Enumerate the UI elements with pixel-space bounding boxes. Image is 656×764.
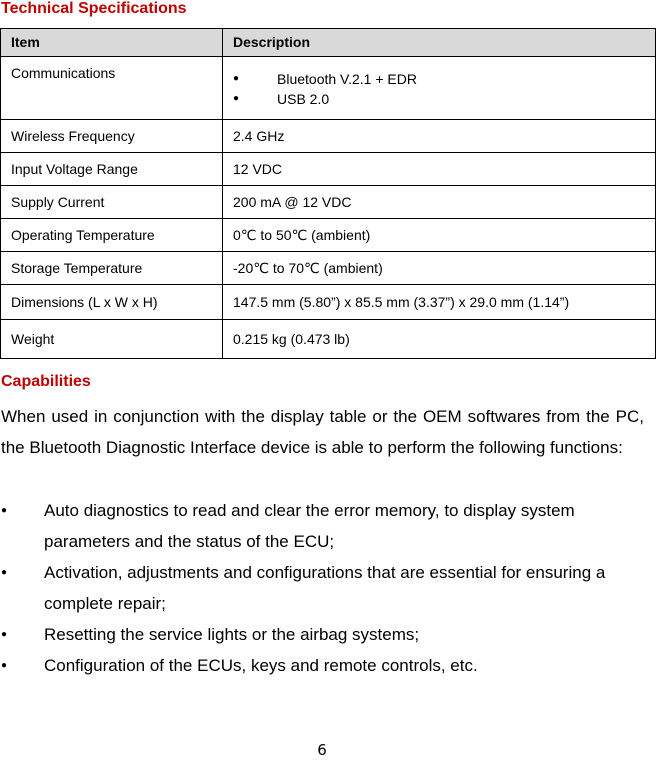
spec-item-cell: Dimensions (L x W x H) — [1, 285, 223, 320]
list-item — [233, 89, 645, 109]
table-row — [1, 186, 656, 219]
spec-description-cell: 200 mA @ 12 VDC — [223, 186, 656, 219]
table-row — [1, 320, 656, 359]
spec-description-cell: 0℃ to 50℃ (ambient) — [223, 219, 656, 252]
column-header-item: Item — [1, 29, 223, 57]
function-text: Activation, adjustments and configurations that are essential for ensuring a complete repair; — [44, 563, 606, 613]
capabilities-intro-paragraph: When used in conjunction with the display table or the OEM softwares from the PC, the Bluetooth Diagnostic Interface device is able to perform the following functions: — [1, 407, 644, 457]
bullet-icon: ● — [233, 73, 240, 84]
spec-item-cell: Operating Temperature — [1, 219, 223, 252]
list-item — [0, 650, 644, 681]
table-row — [1, 252, 656, 285]
spec-item-cell: Storage Temperature — [1, 252, 223, 285]
table-row — [1, 153, 656, 186]
table-row — [1, 120, 656, 153]
spec-item-cell: Wireless Frequency — [1, 120, 223, 153]
spec-item-cell: Communications — [1, 57, 223, 120]
function-text: Configuration of the ECUs, keys and remote controls, etc. — [44, 656, 478, 675]
bullet-icon: ● — [1, 567, 8, 578]
spec-description-cell: -20℃ to 70℃ (ambient) — [223, 252, 656, 285]
column-header-description: Description — [223, 29, 656, 57]
table-row — [1, 57, 656, 120]
spec-item-cell: Weight — [1, 320, 223, 359]
spec-description-cell: 12 VDC — [223, 153, 656, 186]
functions-list — [0, 495, 644, 681]
bullet-icon: ● — [1, 629, 8, 640]
bullet-icon: ● — [1, 505, 8, 516]
technical-specifications-heading: Technical Specifications — [1, 0, 187, 17]
capabilities-heading: Capabilities — [1, 373, 91, 390]
list-item — [0, 557, 644, 619]
spec-description-cell: 0.215 kg (0.473 lb) — [223, 320, 656, 359]
spec-description-cell — [223, 57, 656, 120]
list-item — [233, 69, 645, 89]
bullet-text: Bluetooth V.2.1 + EDR — [277, 71, 417, 87]
table-header-row — [1, 29, 656, 57]
spec-item-cell: Supply Current — [1, 186, 223, 219]
table-row — [1, 219, 656, 252]
bullet-text: USB 2.0 — [277, 91, 330, 107]
list-item — [0, 495, 644, 557]
bullet-icon: ● — [233, 93, 240, 104]
function-text: Resetting the service lights or the airbag systems; — [44, 625, 420, 644]
spec-description-cell: 147.5 mm (5.80”) x 85.5 mm (3.37”) x 29.0 mm (1.14”) — [223, 285, 656, 320]
spec-item-cell: Input Voltage Range — [1, 153, 223, 186]
function-text: Auto diagnostics to read and clear the error memory, to display system parameters and the status of the ECU; — [44, 501, 575, 551]
table-row — [1, 285, 656, 320]
page-number: 6 — [317, 741, 327, 759]
list-item — [0, 619, 644, 650]
specifications-table — [0, 28, 656, 359]
bullet-icon: ● — [1, 660, 8, 671]
spec-description-cell: 2.4 GHz — [223, 120, 656, 153]
